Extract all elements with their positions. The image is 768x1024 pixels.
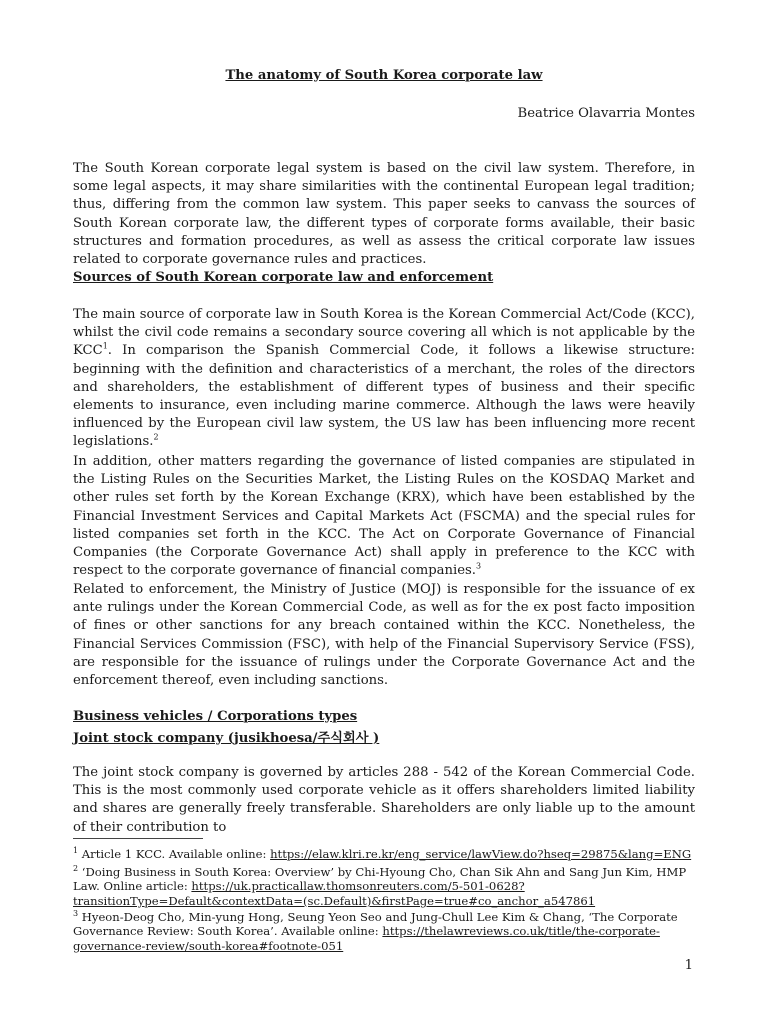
footnote-ref-1[interactable]: 1 — [102, 342, 108, 352]
page-number: 1 — [684, 958, 693, 973]
footnote-2-link[interactable]: https://uk.practicallaw.thomsonreuters.com/5-501-0628?transitionType=Default&contextData=(sc.Default)&firstPage=true#co_anchor_a547861 — [73, 879, 596, 908]
footnote-1-number: 1 — [73, 846, 79, 856]
footnote-1-link[interactable]: https://elaw.klri.re.kr/eng_service/lawView.do?hseq=29875&lang=ENG — [270, 847, 692, 861]
footnote-2-number: 2 — [73, 864, 79, 874]
footnote-separator — [73, 838, 203, 839]
paragraph-listing-rules — [73, 453, 695, 580]
section-heading-joint-stock: Joint stock company (jusikhoesa/주식회사 ) — [73, 731, 380, 746]
section-heading-business-vehicles: Business vehicles / Corporations types — [73, 709, 358, 724]
footnote-1-text: Article 1 KCC. Available online: — [78, 847, 271, 861]
paragraph-joint-stock: The joint stock company is governed by articles 288 - 542 of the Korean Commercial Code. This is the most commonly used corporate vehicle as it offers shareholders limited liability and shares are generally freely transferable. Shareholders are only liable up to the amount of their contribution to — [73, 765, 695, 835]
paper-title: The anatomy of South Korea corporate law — [225, 68, 543, 83]
footnote-2-text: ‘Doing Business in South Korea: Overview’ by Chi-Hyoung Cho, Chan Sik Ahn and Sang Jun Kim, HMP Law. Online article: — [73, 865, 687, 894]
footnote-3-text: Hyeon-Deog Cho, Min-yung Hong, Seung Yeon Seo and Jung-Chull Lee Kim & Chang, ‘The Corporate Governance Review: South Korea’. Available online: — [73, 910, 678, 939]
footnote-3 — [73, 910, 695, 953]
paragraph-main-source — [73, 306, 695, 452]
footnote-3-link[interactable]: https://thelawreviews.co.uk/title/the-corporate-governance-review/south-korea#footnote-051 — [73, 924, 660, 953]
footnote-1 — [73, 847, 695, 861]
paragraph-main-source-text-a: The main source of corporate law in South Korea is the Korean Commercial Act/Code (KCC), whilst the civil code remains a secondary source covering all which is not applicable by the KCC — [73, 307, 695, 359]
intro-paragraph: The South Korean corporate legal system is based on the civil law system. Therefore, in some legal aspects, it may share similarities with the continental European legal tradition; thus, differing from the common law system. This paper seeks to canvass the sources of South Korean corporate law, the different types of corporate forms available, their basic structures and formation procedures, as well as assess the critical corporate law issues related to corporate governance rules and practices. — [73, 161, 695, 268]
paragraph-enforcement: Related to enforcement, the Ministry of Justice (MOJ) is responsible for the issuance of ex ante rulings under the Korean Commercial Code, as well as for the ex post facto imposition of fines or other sanctions for any breach contained within the KCC. Nonetheless, the Financial Services Commission (FSC), with help of the Financial Supervisory Service (FSS), are responsible for the issuance of rulings under the Corporate Governance Act and the enforcement thereof, even including sanctions. — [73, 582, 695, 689]
section-heading-sources: Sources of South Korean corporate law and enforcement — [73, 270, 494, 285]
author-name: Beatrice Olavarria Montes — [517, 106, 695, 121]
footnote-ref-3[interactable]: 3 — [476, 561, 482, 571]
paragraph-listing-rules-text: In addition, other matters regarding the governance of listed companies are stipulated in the Listing Rules on the Securities Market, the Listing Rules on the KOSDAQ Market and other rules set forth by the Korean Exchange (KRX), which have been established by the Financial Investment Services and Capital Markets Act (FSCMA) and the special rules for listed companies set forth in the KCC. The Act on Corporate Governance of Financial Companies (the Corporate Governance Act) shall apply in preference to the KCC with respect to the corporate governance of financial companies. — [73, 454, 695, 579]
footnote-3-number: 3 — [73, 909, 79, 919]
footnote-2 — [73, 865, 695, 908]
footnote-ref-2[interactable]: 2 — [153, 433, 159, 443]
paragraph-main-source-text-b: . In comparison the Spanish Commercial Code, it follows a likewise structure: beginning with the definition and characteristics of a merchant, the roles of the directors and shareholders, the establishment of different types of business and their specific elements to insurance, even including marine commerce. Although the laws were heavily influenced by the European civil law system, the US law has been influencing more recent legislations. — [73, 343, 695, 450]
